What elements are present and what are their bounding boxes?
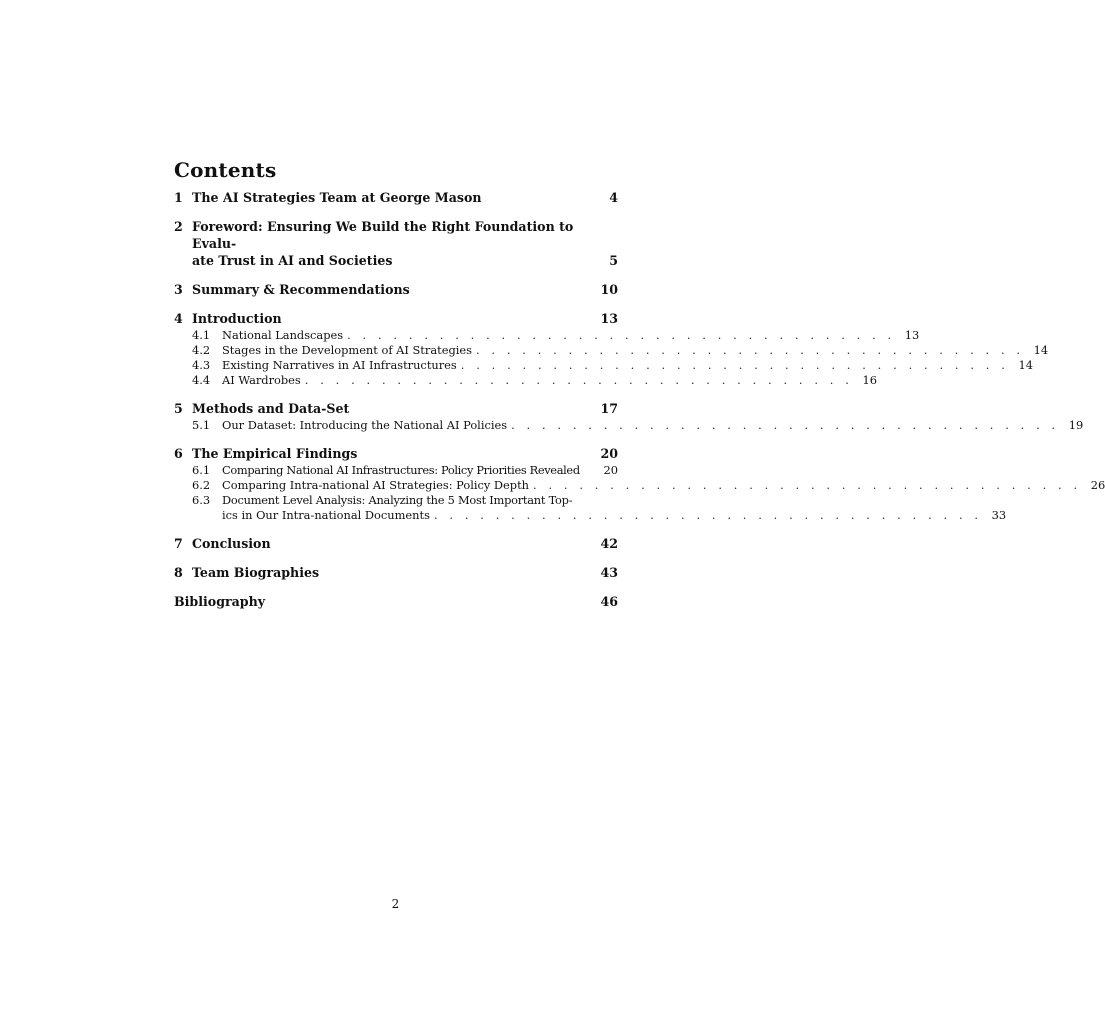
toc-subsection[interactable] [174, 328, 920, 343]
section-page: 10 [600, 282, 618, 297]
toc-section-4[interactable] [174, 310, 1049, 388]
section-number: 1 [174, 190, 183, 205]
toc-section-8[interactable] [174, 564, 618, 581]
subsection-number: 4.1 [192, 328, 211, 342]
section-title: Summary & Recommendations [192, 282, 410, 297]
subsection-title-line1: Document Level Analysis: Analyzing the 5 Most Important Top- [222, 493, 573, 507]
toc-subsection[interactable] [174, 373, 877, 388]
section-number: 7 [174, 536, 183, 551]
dot-leader: . . . . . . . . . . . . . . . . . . . . . . . . . . . . . . . . . . . . [460, 358, 1009, 372]
section-number: 8 [174, 565, 183, 580]
section-title: Conclusion [192, 536, 271, 551]
section-page: 46 [600, 594, 618, 609]
subsection-number: 6.2 [192, 478, 211, 492]
section-title: The AI Strategies Team at George Mason [192, 190, 482, 205]
subsection-page: 26 [1090, 478, 1105, 492]
section-page: 4 [609, 190, 618, 205]
section-title: Methods and Data-Set [192, 401, 350, 416]
subsection-number: 4.2 [192, 343, 211, 357]
dot-leader: . . . . . . . . . . . . . . . . . . . . . . . . . . . . . . . . . . . . [475, 343, 1025, 357]
section-title: Team Biographies [192, 565, 320, 580]
subsection-number: 5.1 [192, 418, 211, 432]
section-page: 13 [600, 311, 618, 326]
toc-subsection[interactable] [174, 493, 618, 508]
section-number: 6 [174, 446, 183, 461]
page-number: 2 [391, 897, 400, 911]
section-page: 17 [600, 401, 618, 416]
section-page: 5 [609, 253, 618, 268]
subsection-page: 20 [603, 463, 618, 477]
toc-bibliography[interactable] [174, 593, 618, 610]
subsection-page: 14 [1018, 358, 1033, 372]
toc-subsection[interactable] [174, 463, 618, 478]
dot-leader: . . . . . . . . . . . . . . . . . . . . . . . . . . . . . . . . . . . . [433, 508, 983, 522]
toc-section-5[interactable] [174, 400, 1084, 433]
subsection-title: AI Wardrobes [222, 373, 301, 387]
dot-leader: . . . . . . . . . . . . . . . . . . . . . . . . . . . . . . . . . . . . [533, 478, 1082, 492]
section-number: 4 [174, 311, 183, 326]
section-title: Introduction [192, 311, 282, 326]
subsection-page: 14 [1033, 343, 1049, 357]
toc-subsection[interactable] [174, 358, 1033, 373]
subsection-number: 4.4 [192, 373, 211, 387]
subsection-title: Comparing National AI Infrastructures: Policy Priorities Revealed [222, 463, 580, 477]
subsection-title: Stages in the Development of AI Strategies [222, 343, 472, 357]
toc-subsection[interactable] [174, 478, 1105, 493]
toc-section-7[interactable] [174, 535, 618, 552]
toc-section-3[interactable] [174, 281, 618, 298]
subsection-title: National Landscapes [222, 328, 344, 342]
subsection-title: Comparing Intra-national AI Strategies: Policy Depth [222, 478, 530, 492]
section-number: 5 [174, 401, 183, 416]
toc-section-1[interactable] [174, 189, 618, 206]
subsection-page: 33 [991, 508, 1007, 522]
section-page: 20 [600, 446, 618, 461]
dot-leader: . . . . . . . . . . . . . . . . . . . . . . . . . . . . . . . . . . . . [347, 328, 896, 342]
subsection-page: 19 [1068, 418, 1084, 432]
table-of-contents [174, 189, 1105, 622]
toc-subsection[interactable] [174, 418, 1084, 433]
subsection-page: 16 [862, 373, 877, 387]
section-title-line2: ate Trust in AI and Societies [192, 253, 393, 268]
dot-leader: . . . . . . . . . . . . . . . . . . . . . . . . . . . . . . . . . . . . [304, 373, 853, 387]
subsection-page: 13 [904, 328, 920, 342]
subsection-number: 4.3 [192, 358, 211, 372]
toc-subsection-continued [174, 508, 1007, 523]
section-page: 43 [600, 565, 618, 580]
subsection-title-line2: ics in Our Intra-national Documents [222, 508, 430, 522]
section-title: The Empirical Findings [192, 446, 358, 461]
subsection-number: 6.3 [192, 493, 211, 507]
section-number: 2 [174, 219, 183, 234]
subsection-number: 6.1 [192, 463, 211, 477]
dot-leader: . . . . . . . . . . . . . . . . . . . . . . . . . . . . . . . . . . . . [511, 418, 1060, 432]
section-number: 3 [174, 282, 183, 297]
section-title: Bibliography [174, 594, 266, 609]
section-page: 42 [600, 536, 618, 551]
toc-section-2[interactable] [174, 218, 618, 269]
page-title: Contents [174, 158, 277, 182]
toc-section-6[interactable] [174, 445, 1105, 523]
subsection-title: Existing Narratives in AI Infrastructures [222, 358, 457, 372]
toc-subsection[interactable] [174, 343, 1049, 358]
subsection-title: Our Dataset: Introducing the National AI Policies [222, 418, 508, 432]
section-title-line1: Foreword: Ensuring We Build the Right Foundation to Evalu- [192, 219, 574, 251]
